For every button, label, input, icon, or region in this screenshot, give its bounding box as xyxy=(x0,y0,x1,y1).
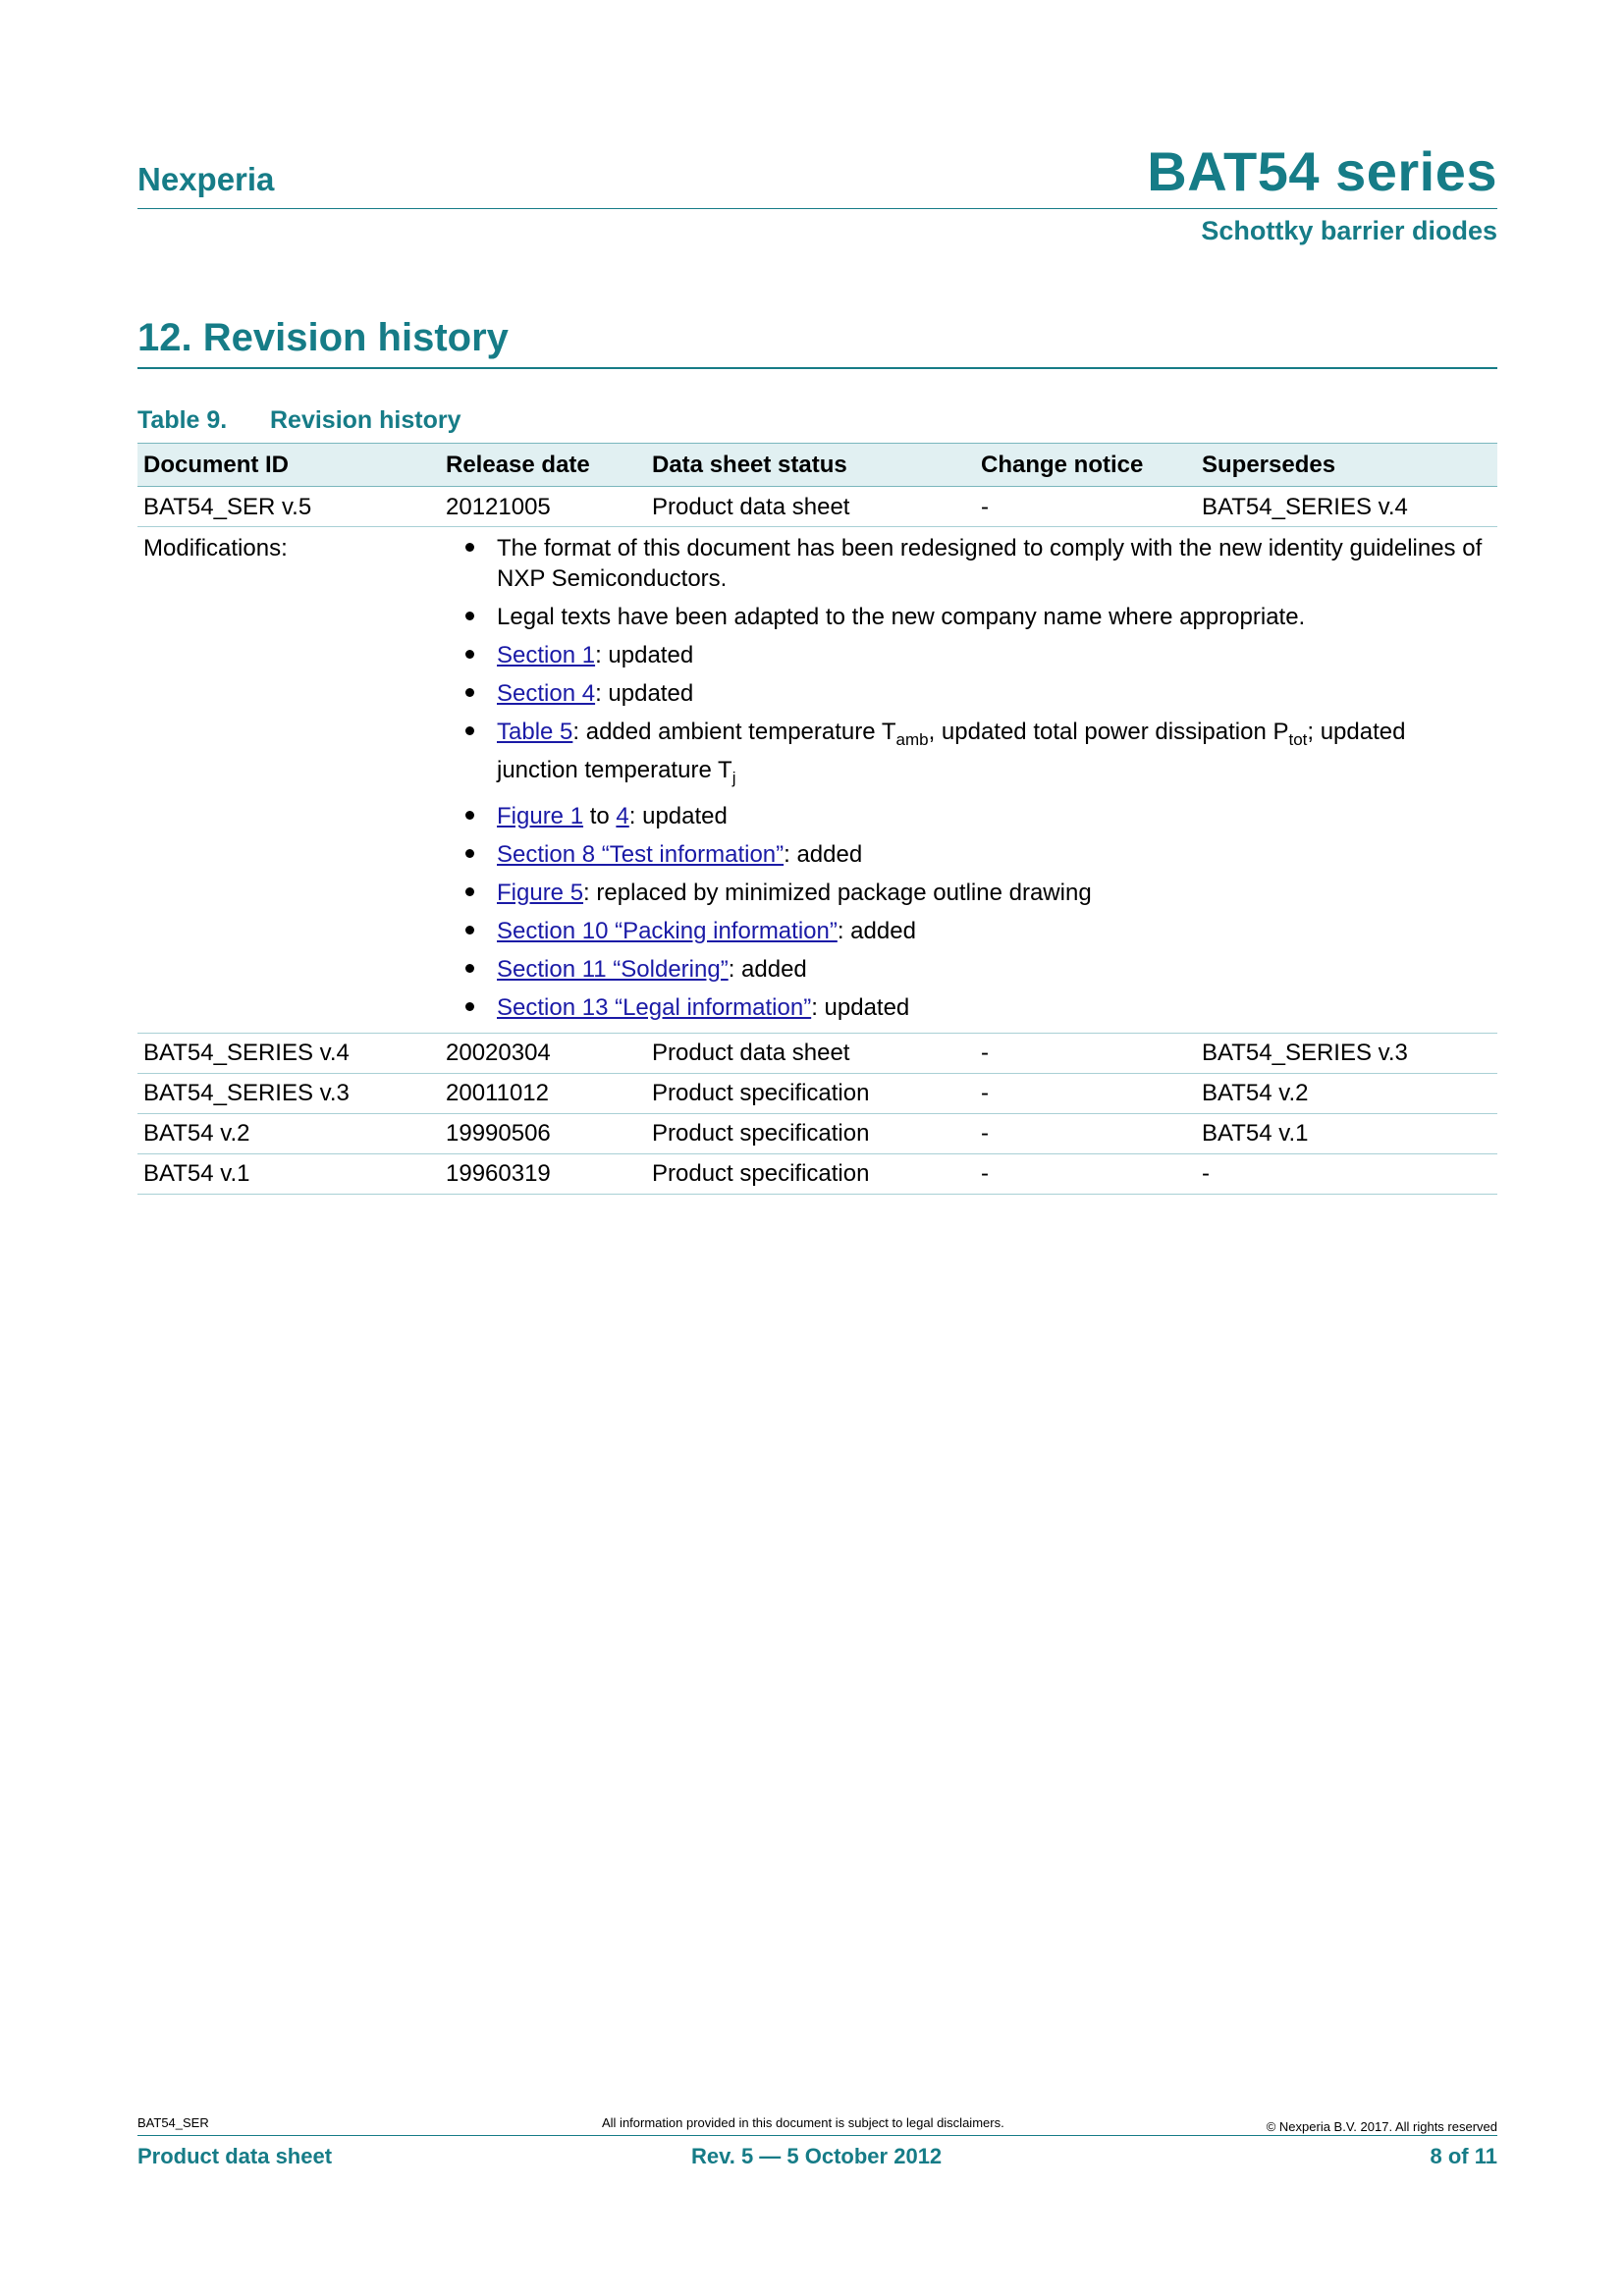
col-header-supersedes: Supersedes xyxy=(1196,444,1497,487)
modifications-list xyxy=(446,533,1491,1023)
modifications-row xyxy=(137,527,1497,1034)
cell-change-notice: - xyxy=(975,487,1196,527)
cell-document-id: BAT54 v.1 xyxy=(137,1153,440,1194)
cell-change-notice: - xyxy=(975,1073,1196,1113)
section-title: 12. Revision history xyxy=(137,316,509,359)
cell-release-date: 20020304 xyxy=(440,1033,646,1073)
cell-status: Product data sheet xyxy=(646,1033,975,1073)
product-title: BAT54 series xyxy=(1147,140,1497,202)
footer-doc-id: BAT54_SER xyxy=(137,2115,209,2130)
cell-release-date: 19990506 xyxy=(440,1113,646,1153)
modification-item: Figure 1 to 4: updated xyxy=(446,801,1491,831)
section-1-link[interactable]: Section 1 xyxy=(497,642,596,668)
modification-item: Figure 5: replaced by minimized package outline drawing xyxy=(446,878,1491,908)
modification-item: Section 13 “Legal information”: updated xyxy=(446,992,1491,1023)
table-caption-number: Table 9. xyxy=(137,406,228,434)
table-row xyxy=(137,1153,1497,1194)
cell-supersedes: BAT54_SERIES v.3 xyxy=(1196,1033,1497,1073)
col-header-document-id: Document ID xyxy=(137,444,440,487)
section-13-link[interactable]: Section 13 “Legal information” xyxy=(497,993,812,1021)
figure-5-link[interactable]: Figure 5 xyxy=(497,879,584,906)
figure-1-link[interactable]: Figure 1 xyxy=(497,802,584,829)
modification-item: Table 5: added ambient temperature $T_{amb}$, updated total power dissipation $P_{tot}$; updated junction temperature $T_j$ xyxy=(446,717,1491,793)
table-row xyxy=(137,1113,1497,1153)
section-10-link[interactable]: Section 10 “Packing information” xyxy=(497,917,838,944)
col-header-change-notice: Change notice xyxy=(975,444,1196,487)
cell-supersedes: BAT54 v.1 xyxy=(1196,1113,1497,1153)
modifications-label: Modifications: xyxy=(137,527,440,1034)
section-8-link[interactable]: Section 8 “Test information” xyxy=(497,840,785,868)
cell-document-id: BAT54_SERIES v.4 xyxy=(137,1033,440,1073)
modification-item: Section 11 “Soldering”: added xyxy=(446,954,1491,985)
revision-history-table xyxy=(137,443,1497,1195)
cell-release-date: 20011012 xyxy=(440,1073,646,1113)
header-divider xyxy=(137,208,1497,209)
footer-divider xyxy=(137,2135,1497,2136)
modification-item: Legal texts have been adapted to the new company name where appropriate. xyxy=(446,602,1491,632)
table-caption-title: Revision history xyxy=(270,406,461,434)
cell-document-id: BAT54_SERIES v.3 xyxy=(137,1073,440,1113)
section-divider xyxy=(137,367,1497,369)
figure-4-link[interactable]: 4 xyxy=(616,802,629,829)
cell-status: Product specification xyxy=(646,1073,975,1113)
modification-item: Section 8 “Test information”: added xyxy=(446,839,1491,870)
cell-change-notice: - xyxy=(975,1033,1196,1073)
col-header-release-date: Release date xyxy=(440,444,646,487)
footer-copyright: © Nexperia B.V. 2017. All rights reserved xyxy=(1266,2119,1497,2134)
cell-document-id: BAT54 v.2 xyxy=(137,1113,440,1153)
modification-item: Section 1: updated xyxy=(446,640,1491,670)
modification-item: The format of this document has been redesigned to comply with the new identity guidelines of NXP Semiconductors. xyxy=(446,533,1491,594)
cell-release-date: 19960319 xyxy=(440,1153,646,1194)
table-row xyxy=(137,1073,1497,1113)
cell-status: Product data sheet xyxy=(646,487,975,527)
table-row xyxy=(137,1033,1497,1073)
cell-status: Product specification xyxy=(646,1153,975,1194)
cell-change-notice: - xyxy=(975,1113,1196,1153)
modifications-list-cell xyxy=(440,527,1497,1034)
footer-page-number: 8 of 11 xyxy=(1430,2144,1497,2168)
footer-doc-type: Product data sheet xyxy=(137,2144,333,2168)
cell-release-date: 20121005 xyxy=(440,487,646,527)
section-4-link[interactable]: Section 4 xyxy=(497,680,596,707)
cell-supersedes: BAT54_SERIES v.4 xyxy=(1196,487,1497,527)
cell-status: Product specification xyxy=(646,1113,975,1153)
product-subtitle: Schottky barrier diodes xyxy=(1201,216,1497,245)
cell-change-notice: - xyxy=(975,1153,1196,1194)
footer-revision: Rev. 5 — 5 October 2012 xyxy=(691,2144,943,2168)
footer-disclaimer: All information provided in this document is subject to legal disclaimers. xyxy=(602,2115,1004,2130)
section-11-link[interactable]: Section 11 “Soldering” xyxy=(497,955,729,983)
cell-supersedes: BAT54 v.2 xyxy=(1196,1073,1497,1113)
table-caption xyxy=(137,406,461,435)
table-row xyxy=(137,487,1497,527)
col-header-status: Data sheet status xyxy=(646,444,975,487)
cell-document-id: BAT54_SER v.5 xyxy=(137,487,440,527)
cell-supersedes: - xyxy=(1196,1153,1497,1194)
table-header-row xyxy=(137,444,1497,487)
modification-item: Section 4: updated xyxy=(446,678,1491,709)
table-5-link[interactable]: Table 5 xyxy=(497,719,573,745)
modification-item: Section 10 “Packing information”: added xyxy=(446,916,1491,946)
brand-name: Nexperia xyxy=(137,161,275,197)
